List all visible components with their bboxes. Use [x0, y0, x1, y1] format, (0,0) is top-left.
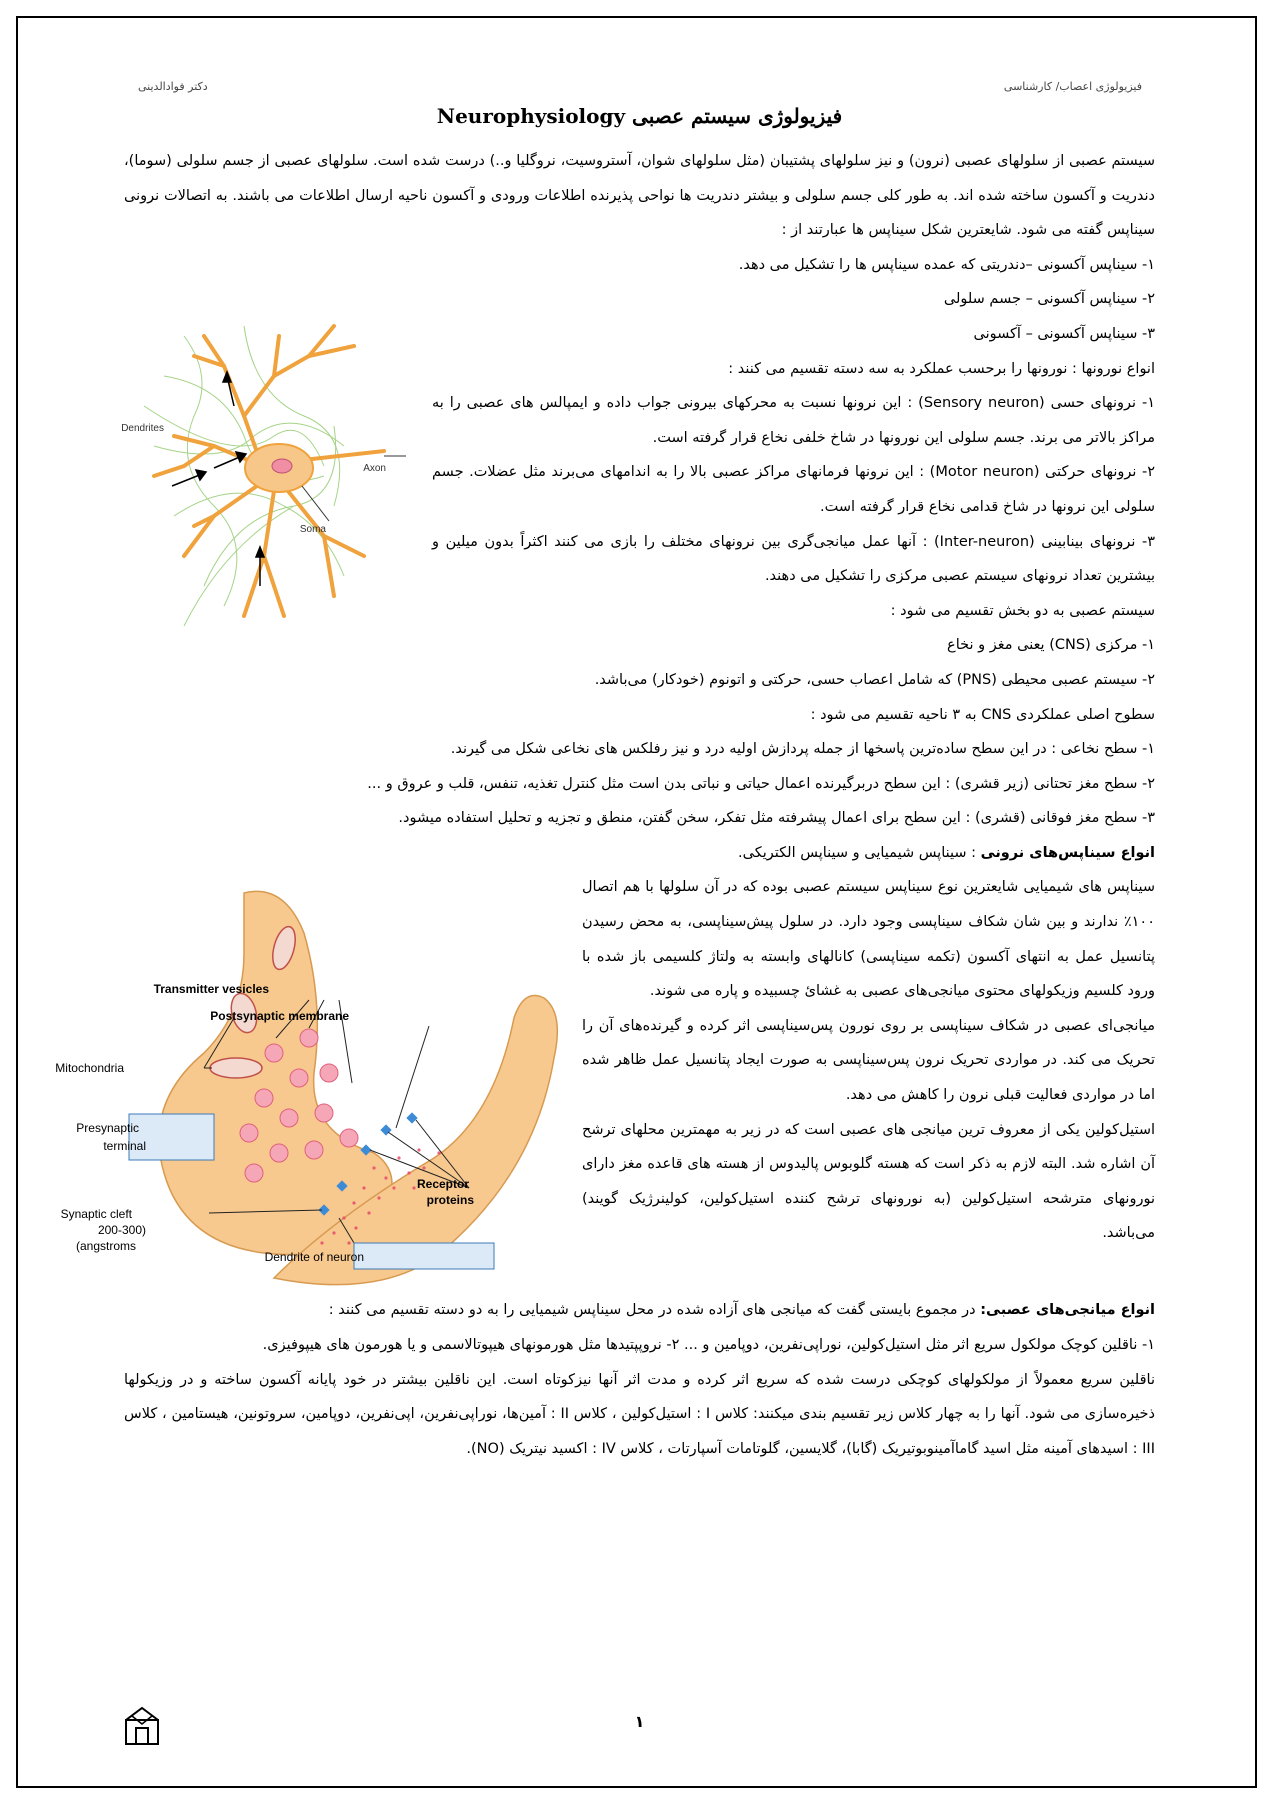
pns-item: ۲- سیستم عصبی محیطی (PNS) که شامل اعصاب حسی، حرکتی و اتونوم (خودکار) می‌باشد. [594, 671, 1155, 688]
soma-label: Soma [299, 523, 326, 535]
header-author: دکتر فوادالدینی [138, 80, 208, 93]
cns-item: ۱- مرکزی (CNS) یعنی مغز و نخاع [947, 637, 1155, 654]
mitochondria-label: Mitochondria [55, 1061, 124, 1076]
synapse-types-paragraph [124, 836, 1155, 871]
axon-label: Axon [363, 462, 386, 474]
neuron-types-intro: انواع نورونها : نورونها را برحسب عملکرد به سه دسته تقسیم می کنند : [728, 360, 1155, 377]
motor-neuron-paragraph: ۲- نرونهای حرکتی (Motor neuron) : این نرونها فرمانهای مراکز عصبی بالا را به اندامهای می‌برند مثل عضلات. جسم سلولی این نرونها در شاخ قدامی نخاع قرار گرفته است. [432, 464, 1156, 515]
synaptic-cleft-label-line3: angstroms) [75, 1239, 136, 1254]
presynaptic-terminal-box [129, 1114, 214, 1160]
receptor-label-line1: Receptor [416, 1177, 469, 1192]
level-1-item: ۱- سطح نخاعی : در این سطح ساده‌ترین پاسخها از جمله پردازش اولیه درد و نیز رفلکس های نخاعی شکل می گیرند. [450, 741, 1155, 758]
level-2-item: ۲- سطح مغز تحتانی (زیر قشری) : این سطح دربرگیرنده اعمال حیاتی و نباتی بدن است مثل کنترل تغذیه، تنفس، قلب و عروق و ... [367, 775, 1155, 792]
cns-levels-intro: سطوح اصلی عملکردی CNS به ۳ ناحیه تقسیم می شود : [810, 706, 1155, 723]
dendrites-label: Dendrites [121, 422, 164, 434]
synaptic-cleft-label-line2: (200-300 [97, 1223, 146, 1238]
document-body [55, 144, 1156, 1466]
postsynaptic-membrane-label: Postsynaptic membrane [210, 1009, 349, 1024]
synapse-item-2: ۲- سیناپس آکسونی – جسم سلولی [943, 291, 1155, 308]
transmitter-vesicles-label: Transmitter vesicles [153, 982, 269, 997]
intro-paragraph: سیستم عصبی از سلولهای عصبی (نرون) و نیز سلولهای پشتیبان (مثل سلولهای شوان، آستروسیت، نروگلیا و..) درست شده است. سلولهای عصبی از جسم سلولی (سوما)، دندریت و آکسون ساخته شده اند. به طور کلی جسم سلولی و بیشتر دندریت ها نواحی پذیرنده اطلاعات ورودی و آکسون ناحیه ارسال اطلاعات می باشند. به اتصالات نرونی سیناپس گفته می شود. شایعترین شکل سیناپس ها عبارتند از : [124, 153, 1155, 239]
level-3-item: ۳- سطح مغز فوقانی (قشری) : این سطح برای اعمال پیشرفته مثل تفکر، سخن گفتن، منطق و تجزیه و تحلیل استفاده میشود. [398, 810, 1155, 827]
neurotransmitter-list: ۱- ناقلین کوچک مولکول سریع اثر مثل استیل‌کولین، نوراپی‌نفرین، دوپامین و ... ۲- نروپپتیدها مثل هورمونهای هیپوتالاسمی و یا هورمون های هیپوفیزی. [262, 1337, 1155, 1354]
chemical-synapse-paragraph-1: سیناپس های شیمیایی شایعترین نوع سیناپس سیستم عصبی بوده که در آن سلولها با هم اتصال ۱۰۰٪ ندارند و بین شان شکاف سیناپسی وجود دارد. در سلول پیش‌سیناپسی، به محض رسیدن پتانسیل عمل به انتهای آکسون (تکمه سیناپسی) کانالهای وابسته به ولتاژ کلسیمی باز شده با ورود کلسیم وزیکولهای محتوی میانجی‌های عصبی به غشائ چسبیده و پاره می شوند. [582, 879, 1155, 1000]
synapse-figure [55, 888, 564, 1293]
page-number: ۱ [634, 1712, 645, 1731]
synapse-types-heading: انواع سیناپس‌های نرونی [980, 844, 1155, 861]
synapse-item-1: ۱- سیناپس آکسونی –دندریتی که عمده سیناپس ها را تشکیل می دهد. [738, 256, 1155, 273]
receptor-label-line2: proteins [426, 1193, 474, 1208]
page-title: فیزیولوژی سیستم عصبی Neurophysiology [436, 104, 843, 128]
header-course: فیزیولوژی اعصاب/ کارشناسی [1003, 80, 1142, 93]
fast-transmitters-paragraph: ناقلین سریع معمولاً از مولکولهای کوچکی درست شده که سریع اثر کرده و مدت اثر آنها نیزکوتاه است. این ناقلین بیشتر در خود پایانه آکسون ساخته و در وزیکولها ذخیره‌سازی می شود. آنها را به چهار کلاس زیر تقسیم بندی میکنند: کلاس I : استیل‌کولین ، کلاس II : آمین‌ها، نوراپی‌نفرین، اپی‌نفرین، دوپامین، سروتونین، هیستامین ، کلاس III : اسیدهای آمینه مثل اسید گاماآمینوبوتیریک (گابا)، گلایسین، گلوتامات آسپارتات ، کلاس IV : اکسید نیتریک (NO). [124, 1371, 1155, 1457]
synapse-types-text: : سیناپس شیمیایی و سیناپس الکتریکی. [738, 844, 981, 861]
presynaptic-label-line2: terminal [103, 1139, 146, 1154]
presynaptic-label-line1: Presynaptic [76, 1121, 139, 1136]
dendrite-box [354, 1243, 494, 1269]
neurotransmitter-types-paragraph [124, 1293, 1155, 1328]
nervous-system-intro: سیستم عصبی به دو بخش تقسیم می شود : [890, 602, 1155, 619]
chemical-synapse-paragraph-2: میانجی‌ای عصبی در شکاف سیناپسی بر روی نورون پس‌سیناپسی اثر کرده و گیرنده‌های آن را تحریک می کند. در مواردی تحریک نرون پس‌سیناپسی به صورت ایجاد پتانسیل عمل ظاهر شده اما در مواردی فعالیت قبلی نرون را کاهش می دهد. [582, 1017, 1155, 1104]
synapse-item-3: ۳- سیناپس آکسونی – آکسونی [973, 325, 1155, 342]
dendrite-label: Dendrite of neuron [264, 1250, 364, 1265]
inter-neuron-paragraph: ۳- نرونهای بینابینی (Inter-neuron) : آنها عمل میانجی‌گری بین نرونهای مختلف را بازی می کنند اکثراً بدون میلین و بیشترین تعداد نرونهای سیستم عصبی مرکزی را تشکیل می دهند. [432, 533, 1155, 585]
neurotransmitter-types-text: در مجموع بایستی گفت که میانجی های آزاده شده در محل سیناپس شیمیایی را به دو دسته تقسیم می کنند : [328, 1302, 981, 1319]
neuron-figure [121, 296, 414, 664]
neurotransmitter-types-heading: انواع میانجی‌های عصبی: [980, 1302, 1155, 1319]
acetylcholine-paragraph: استیل‌کولین یکی از معروف ترین میانجی های عصبی است که در زیر به مهمترین محلهای ترشح آن اشاره شد. البته لازم به ذکر است که هسته گلوبوس پالیدوس از هسته های قاعده مغز دارای نورونهای مترشحه استیل‌کولین (به نورونهای ترشح کننده استیل‌کولین، کولینرژیک گویند) می‌باشد. [582, 1121, 1155, 1242]
synaptic-cleft-label-line1: Synaptic cleft [60, 1207, 132, 1222]
sensory-neuron-paragraph: ۱- نرونهای حسی (Sensory neuron) : این نرونها نسبت به محرکهای بیرونی جواب داده و ایمپالس های عصبی را به مراکز بالاتر می برند. جسم سلولی این نورونها در شاخ خلفی نخاع قرار گرفته است. [432, 395, 1155, 446]
